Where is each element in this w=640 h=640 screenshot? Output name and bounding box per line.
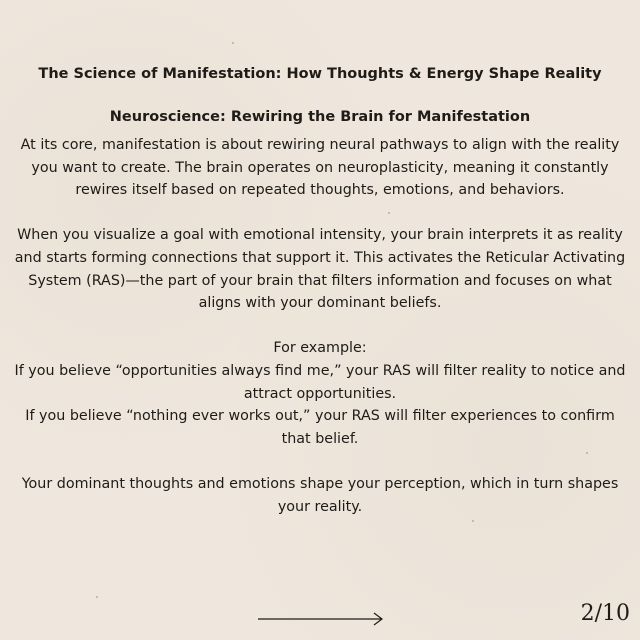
texture-speck xyxy=(472,520,474,522)
paragraph-gap xyxy=(14,450,626,473)
texture-speck xyxy=(232,42,234,44)
example-label: For example: xyxy=(273,340,367,357)
right-arrow-icon[interactable] xyxy=(258,612,384,626)
example-negative: If you believe “nothing ever works out,” your RAS will filter experiences to confirm that belief. xyxy=(25,408,615,447)
section-heading: Neuroscience: Rewiring the Brain for Manifestation xyxy=(109,109,531,125)
paragraph-gap xyxy=(14,202,626,225)
page-title: The Science of Manifestation: How Thoughts & Energy Shape Reality xyxy=(38,66,602,82)
body-text xyxy=(14,134,626,518)
paragraph-intro: At its core, manifestation is about rewiring neural pathways to align with the reality you want to create. The brain operates on neuroplasticity, meaning it constantly rewires itself based on repeated thoughts, emotions, and behaviors. xyxy=(20,137,620,199)
texture-speck xyxy=(96,596,98,598)
example-positive: If you believe “opportunities always find me,” your RAS will filter reality to notice and attract opportunities. xyxy=(14,362,626,402)
paragraph-visualization: When you visualize a goal with emotional intensity, your brain interprets it as reality and starts forming connections that support it. This activates the Reticular Activating System (RAS)—the part of your brain that filters information and focuses on what aligns with your dominant beliefs. xyxy=(14,227,626,312)
page-number: 2/10 xyxy=(580,601,630,626)
paragraph-gap xyxy=(14,315,626,338)
paragraph-conclusion: Your dominant thoughts and emotions shape your perception, which in turn shapes your reality. xyxy=(21,475,619,515)
